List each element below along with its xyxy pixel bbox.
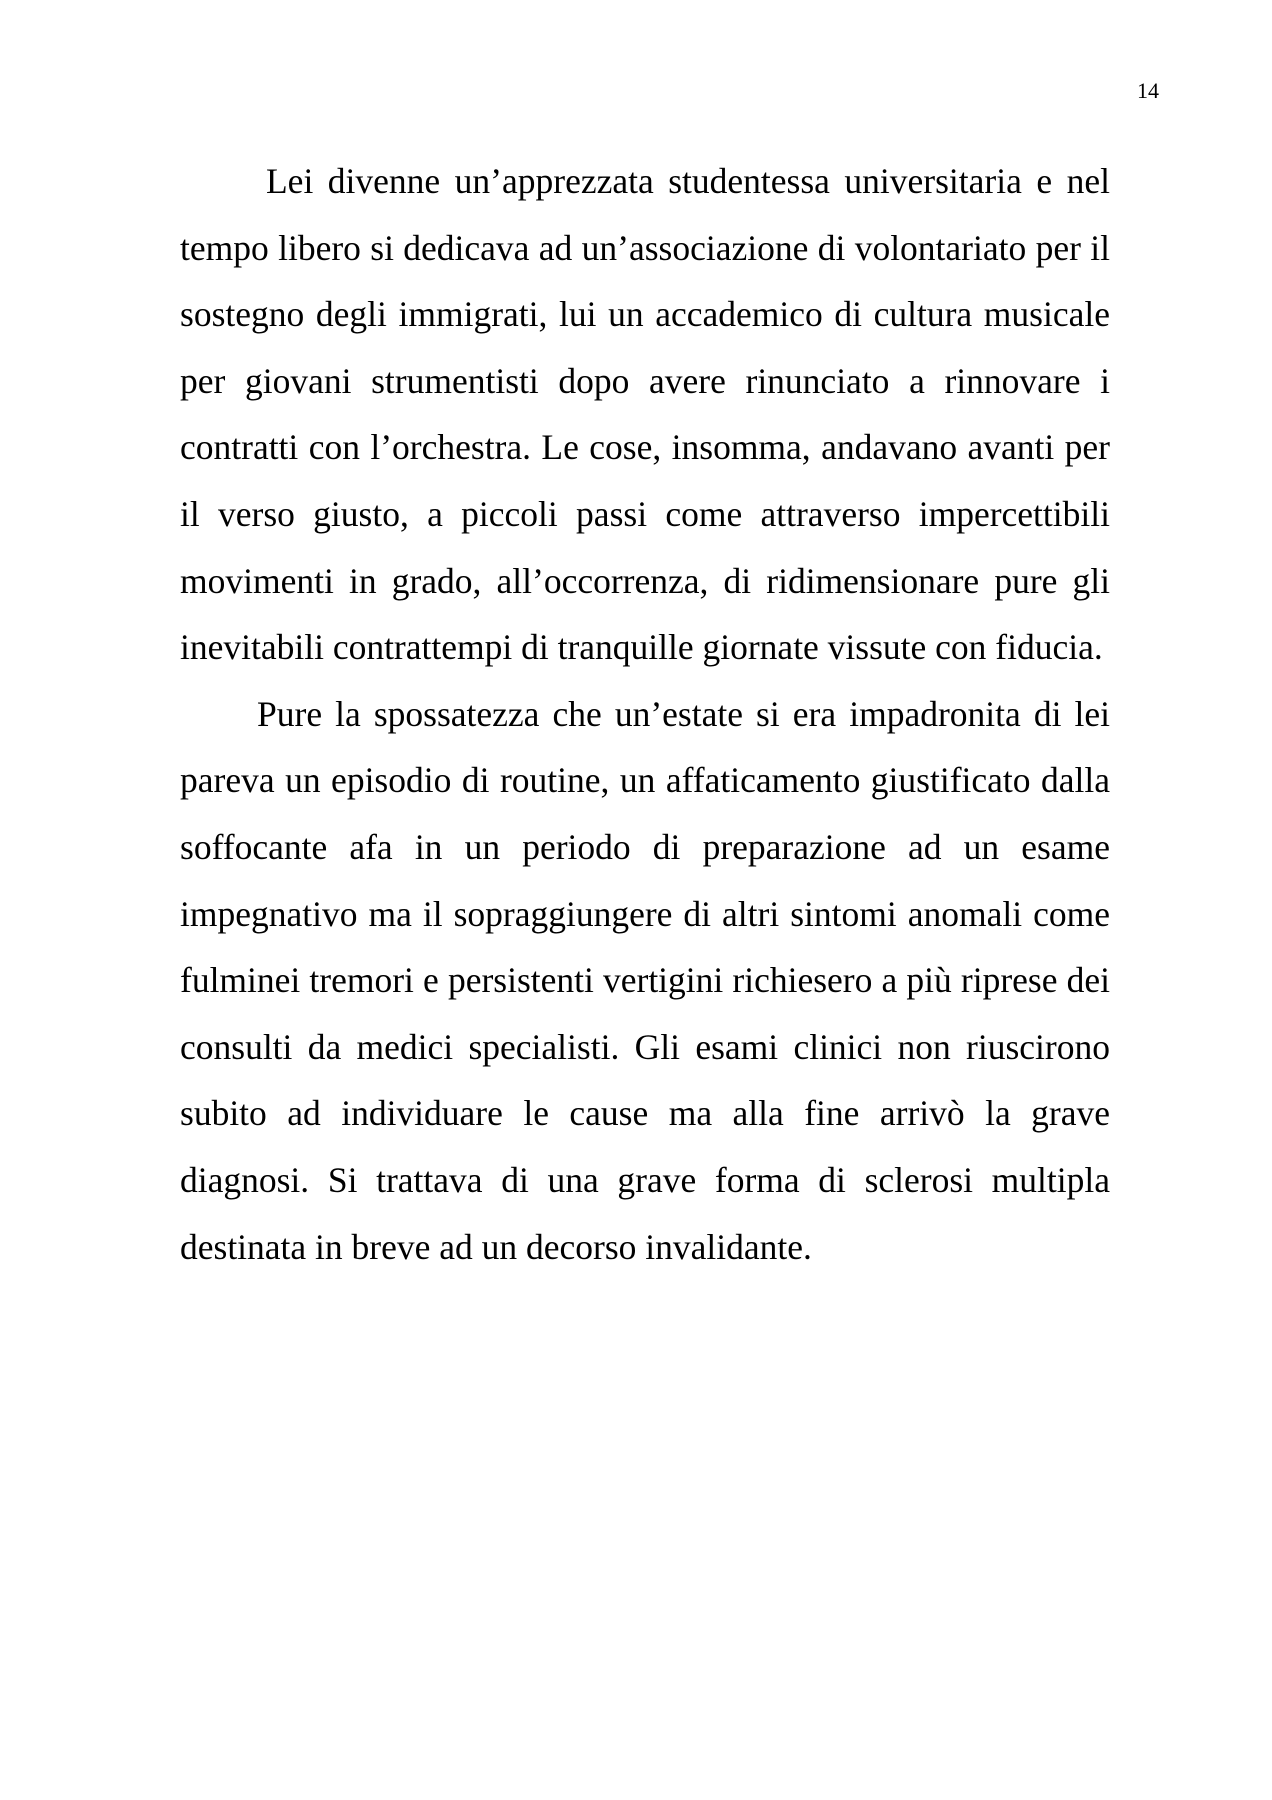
body-text [180, 148, 1110, 1280]
page-number: 14 [1137, 78, 1159, 103]
paragraph-2: Pure la spossatezza che un’estate si era impadronita di lei pareva un episodio di routine, un affaticamento giustificato dalla soffocante afa in un periodo di preparazione ad un esame impegnativo ma il sopraggiungere di altri sintomi anomali come fulminei tremori e persistenti vertigini richiesero a più riprese dei consulti da medici specialisti. Gli esami clinici non riuscirono subito ad individuare le cause ma alla fine arrivò la grave diagnosi. Si trattava di una grave forma di sclerosi multipla destinata in breve ad un decorso invalidante. [180, 693, 1110, 1267]
paragraph-1: Lei divenne un’apprezzata studentessa universitaria e nel tempo libero si dedicava ad un’associazione di volontariato per il sostegno degli immigrati, lui un accademico di cultura musicale per giovani strumentisti dopo avere rinunciato a rinnovare i contratti con l’orchestra. Le cose, insomma, andavano avanti per il verso giusto, a piccoli passi come attraverso impercettibili movimenti in grado, all’occorrenza, di ridimensionare pure gli inevitabili contrattempi di tranquille giornate vissute con fiducia. [180, 161, 1110, 668]
